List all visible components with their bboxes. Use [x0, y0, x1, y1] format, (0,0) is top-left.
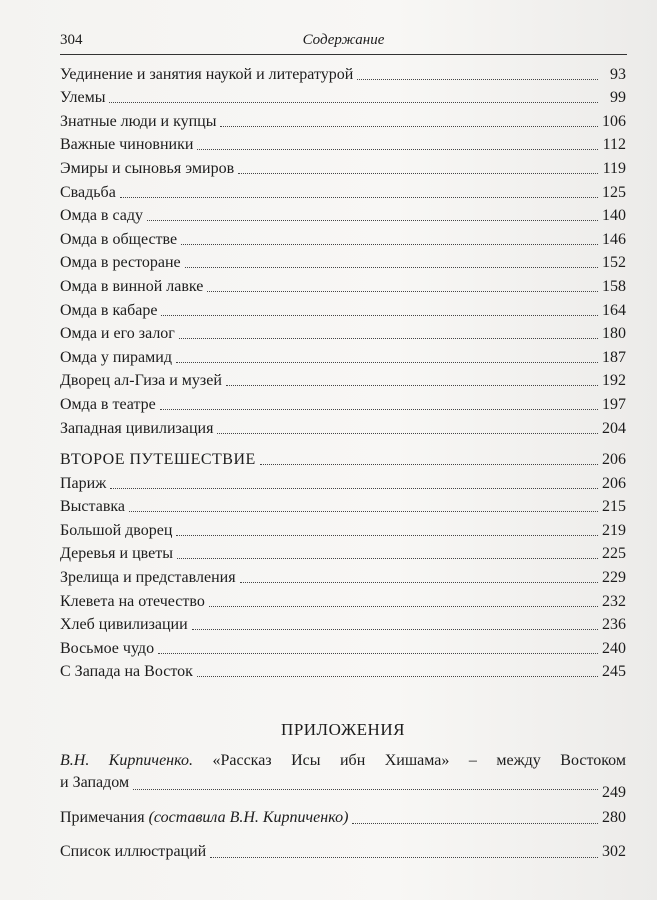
toc-entry-title: ВТОРОЕ ПУТЕШЕСТВИЕ: [60, 451, 256, 469]
toc-entry-page-number: 140: [602, 207, 626, 225]
toc-entry[interactable]: [60, 516, 626, 540]
page-header: [60, 28, 627, 55]
toc-entry[interactable]: [60, 563, 626, 587]
toc-entry-page-number: 197: [602, 395, 626, 413]
toc-entry[interactable]: [60, 225, 626, 249]
dot-leader: [179, 337, 598, 339]
toc-entry-title: Омда и его залог: [60, 325, 175, 343]
toc-entry-notes[interactable]: [60, 808, 626, 828]
dot-leader: [147, 219, 598, 221]
dot-leader: [158, 652, 598, 654]
toc-entry-title: Восьмое чудо: [60, 639, 155, 657]
dot-leader: [120, 196, 598, 198]
dot-leader: [260, 463, 598, 465]
toc-entry[interactable]: [60, 131, 626, 155]
toc-entry-page-number: 146: [602, 230, 626, 248]
toc-entry-title: Омда в винной лавке: [60, 277, 204, 295]
toc-entry[interactable]: [60, 587, 626, 611]
toc-entry-page-number: 125: [602, 183, 626, 201]
dot-leader: [176, 534, 598, 536]
dot-leader: [109, 101, 598, 103]
toc-entry-title: Омда в саду: [60, 207, 144, 225]
toc-entry-page-number: 229: [602, 569, 626, 587]
toc-entry[interactable]: [60, 107, 626, 131]
toc-entry-page-number: 119: [602, 159, 626, 177]
dot-leader: [226, 384, 598, 386]
toc-entry-title: Дворец ал-Гиза и музей: [60, 372, 222, 390]
toc-entry-title: Выставка: [60, 498, 125, 516]
dot-leader: [240, 581, 598, 583]
page-number: 304: [60, 32, 83, 48]
toc-entry-title: Деревья и цветы: [60, 545, 173, 563]
toc-entry-title: Зрелища и представления: [60, 569, 236, 587]
dot-leader: [177, 557, 598, 559]
toc-entry[interactable]: [60, 446, 626, 470]
section-break: [60, 438, 626, 446]
dot-leader: [129, 510, 598, 512]
toc-entry-title: Свадьба: [60, 183, 116, 201]
toc-entry-page-number: 219: [602, 521, 626, 539]
toc-entry[interactable]: [60, 249, 626, 273]
dot-leader: [217, 432, 598, 434]
notes-title: Примечания: [60, 809, 145, 826]
toc-entry[interactable]: [60, 493, 626, 517]
toc-entry[interactable]: [60, 296, 626, 320]
dot-leader: [197, 675, 598, 677]
toc-entry-page-number: 164: [602, 301, 626, 319]
toc-entry-page-number: 187: [602, 348, 626, 366]
dot-leader: [197, 148, 598, 150]
toc-entry-title: Омда в кабаре: [60, 301, 158, 319]
toc-entry-page-number: 240: [602, 639, 626, 657]
toc-entry-title: Уединение и занятия наукой и литературой: [60, 65, 354, 83]
toc-entry-title: Омда в театре: [60, 395, 156, 413]
toc-entry[interactable]: [60, 272, 626, 296]
toc-entry-title: Важные чиновники: [60, 136, 194, 154]
essay-title: «Рассказ Исы ибн Хишама» – между Востоком: [212, 752, 627, 769]
toc-entry-page-number: 192: [602, 372, 626, 390]
notes-credit: (составила В.Н. Кирпиченко): [148, 809, 349, 826]
toc-entry-title: Улемы: [60, 89, 106, 107]
toc-entry[interactable]: [60, 540, 626, 564]
table-of-contents: [60, 60, 626, 681]
toc-section-second: [60, 446, 626, 682]
toc-entry-page-number: 180: [602, 325, 626, 343]
toc-entry-page-number: 245: [602, 663, 626, 681]
dot-leader: [160, 408, 598, 410]
toc-entry-page-number: 152: [602, 254, 626, 272]
toc-entry-title: Клевета на отечество: [60, 592, 205, 610]
essay-title-cont: и Западом: [60, 774, 130, 791]
essay-line-2: [60, 772, 626, 801]
toc-entry-title: Большой дворец: [60, 521, 173, 539]
toc-entry-title: Омда в ресторане: [60, 254, 181, 272]
essay-line-1: [60, 750, 626, 772]
dot-leader: [161, 314, 598, 316]
toc-entry[interactable]: [60, 178, 626, 202]
dot-leader: [110, 487, 598, 489]
dot-leader: [185, 266, 598, 268]
toc-entry-title: Западная цивилизация: [60, 419, 214, 437]
toc-entry[interactable]: [60, 611, 626, 635]
illustrations-title: Список иллюстраций: [60, 843, 207, 860]
dot-leader: [133, 789, 598, 790]
illustrations-page-number: 302: [602, 843, 626, 860]
toc-entry-title: Омда у пирамид: [60, 348, 172, 366]
toc-entry[interactable]: [60, 414, 626, 438]
toc-entry-title: Эмиры и сыновья эмиров: [60, 159, 235, 177]
dot-leader: [357, 78, 598, 80]
toc-entry-title: С Запада на Восток: [60, 663, 193, 681]
dot-leader: [207, 290, 598, 292]
toc-entry-page-number: 106: [602, 112, 626, 130]
toc-entry[interactable]: [60, 343, 626, 367]
toc-entry[interactable]: [60, 367, 626, 391]
toc-entry-page-number: 206: [602, 474, 626, 492]
toc-section-first: [60, 60, 626, 438]
toc-entry-page-number: 206: [602, 451, 626, 469]
toc-entry[interactable]: [60, 469, 626, 493]
toc-entry-page-number: 158: [602, 277, 626, 295]
toc-entry[interactable]: [60, 390, 626, 414]
toc-entry-title: Омда в обществе: [60, 230, 178, 248]
running-title: Содержание: [302, 32, 385, 48]
toc-entry-title: Париж: [60, 474, 107, 492]
dot-leader: [238, 172, 598, 174]
toc-entry[interactable]: [60, 154, 626, 178]
toc-entry[interactable]: [60, 658, 626, 682]
dot-leader: [210, 857, 598, 858]
toc-entry-illustrations[interactable]: [60, 842, 626, 862]
toc-entry-page-number: 93: [610, 65, 626, 83]
essay-page-number: 249: [602, 784, 626, 801]
toc-entry-page-number: 204: [602, 419, 626, 437]
dot-leader: [176, 361, 598, 363]
toc-entry-essay[interactable]: [60, 750, 627, 801]
essay-author: В.Н. Кирпиченко.: [60, 752, 193, 769]
toc-entry[interactable]: [60, 320, 626, 344]
toc-entry[interactable]: [60, 60, 626, 84]
appendix-heading: ПРИЛОЖЕНИЯ: [281, 720, 405, 739]
dot-leader: [352, 823, 598, 824]
toc-entry[interactable]: [60, 634, 626, 658]
dot-leader: [220, 125, 598, 127]
toc-entry-title: Знатные люди и купцы: [60, 112, 217, 130]
dot-leader: [181, 243, 598, 245]
toc-entry-page-number: 236: [602, 616, 626, 634]
dot-leader: [192, 628, 598, 630]
toc-entry-title: Хлеб цивилизации: [60, 616, 188, 634]
toc-entry[interactable]: [60, 202, 626, 226]
toc-entry[interactable]: [60, 84, 626, 108]
toc-entry-page-number: 225: [602, 545, 626, 563]
dot-leader: [209, 605, 598, 607]
toc-entry-page-number: 232: [602, 592, 626, 610]
notes-page-number: 280: [602, 809, 626, 826]
toc-entry-page-number: 99: [610, 89, 626, 107]
toc-entry-page-number: 215: [602, 498, 626, 516]
toc-entry-page-number: 112: [602, 136, 626, 154]
